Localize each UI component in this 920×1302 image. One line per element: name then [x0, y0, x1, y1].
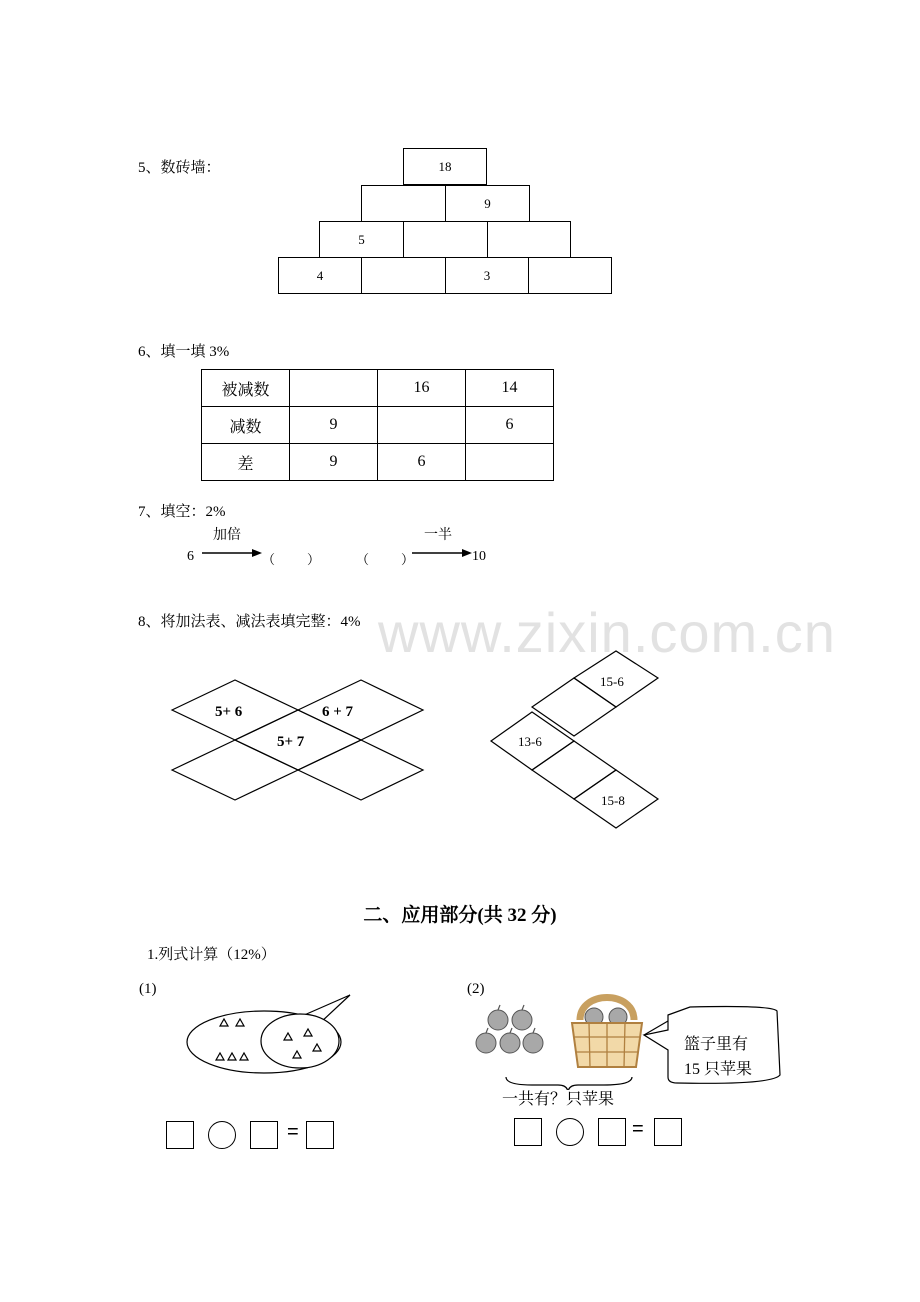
- addition-cell: 6 + 7: [322, 704, 354, 720]
- brick[interactable]: 3: [445, 257, 529, 294]
- table-cell[interactable]: 16: [378, 370, 466, 407]
- brick[interactable]: 18: [403, 148, 487, 185]
- brick[interactable]: [361, 257, 446, 294]
- answer-blank[interactable]: （ ）: [262, 552, 323, 567]
- equals-sign: =: [632, 1118, 644, 1140]
- table-cell[interactable]: [466, 444, 554, 481]
- op-half-label: 一半: [424, 528, 452, 543]
- subtraction-cell: 13-6: [518, 734, 542, 749]
- start-number: 6: [187, 549, 194, 564]
- table-cell: 减数: [202, 407, 290, 444]
- addition-cell: 5+ 6: [215, 704, 243, 720]
- op-double-label: 加倍: [213, 528, 241, 543]
- table-cell[interactable]: 6: [466, 407, 554, 444]
- table-cell[interactable]: 9: [290, 444, 378, 481]
- speech-bubble-line: 15 只苹果: [684, 1061, 753, 1078]
- answer-blank[interactable]: （ ）: [356, 552, 417, 567]
- answer-box[interactable]: [654, 1118, 682, 1146]
- arrow-right-icon: [200, 546, 265, 560]
- brick[interactable]: 4: [278, 257, 362, 294]
- q6-label: 6、填一填 3%: [138, 344, 230, 360]
- triangle-sets-illustration: [180, 990, 355, 1082]
- equals-sign: =: [287, 1121, 299, 1143]
- table-cell[interactable]: 9: [290, 407, 378, 444]
- speech-bubble-line: 篮子里有: [684, 1036, 749, 1053]
- subtraction-table-grid: [488, 646, 663, 836]
- operator-circle[interactable]: [556, 1118, 584, 1146]
- answer-box[interactable]: [166, 1121, 194, 1149]
- answer-box[interactable]: [250, 1121, 278, 1149]
- table-cell[interactable]: [378, 407, 466, 444]
- section-heading: 二、应用部分(共 32 分): [363, 905, 557, 926]
- brick[interactable]: 5: [319, 221, 404, 258]
- table-cell[interactable]: 6: [378, 444, 466, 481]
- subquestion-1-label: (1): [139, 981, 157, 997]
- end-number: 10: [472, 549, 486, 564]
- subtraction-table: [201, 369, 554, 481]
- answer-box[interactable]: [306, 1121, 334, 1149]
- q7-label: 7、填空：2%: [138, 504, 226, 520]
- q1-label: 1.列式计算（12%）: [147, 947, 276, 963]
- total-apples-label: 一共有？只苹果: [502, 1091, 615, 1108]
- table-cell[interactable]: [290, 370, 378, 407]
- table-cell: 差: [202, 444, 290, 481]
- brick[interactable]: [528, 257, 612, 294]
- operator-circle[interactable]: [208, 1121, 236, 1149]
- addition-table-grid: [165, 672, 430, 807]
- brick[interactable]: [403, 221, 488, 258]
- brick[interactable]: 9: [445, 185, 530, 222]
- answer-box[interactable]: [598, 1118, 626, 1146]
- subtraction-cell: 15-6: [600, 674, 624, 689]
- watermark: www.zixin.com.cn: [378, 601, 836, 664]
- table-cell: 被减数: [202, 370, 290, 407]
- addition-cell: 5+ 7: [277, 734, 305, 750]
- q8-label: 8、将加法表、减法表填完整：4%: [138, 614, 361, 630]
- subquestion-2-label: (2): [467, 981, 485, 997]
- brick[interactable]: [487, 221, 571, 258]
- table-cell[interactable]: 14: [466, 370, 554, 407]
- q5-label: 5、数砖墙：: [138, 160, 221, 176]
- arrow-right-icon: [410, 546, 475, 560]
- answer-box[interactable]: [514, 1118, 542, 1146]
- subtraction-cell: 15-8: [601, 793, 625, 808]
- brick[interactable]: [361, 185, 446, 222]
